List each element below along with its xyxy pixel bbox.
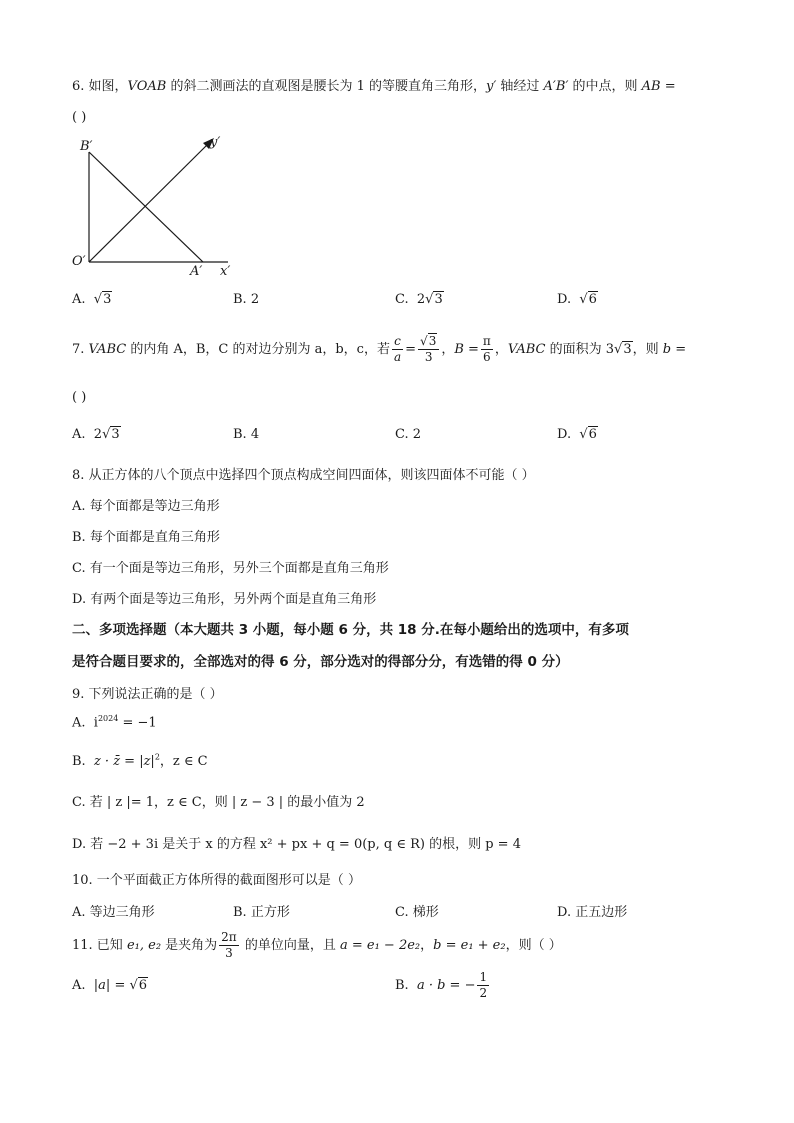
frac-num: 2π (221, 930, 237, 944)
q11-stem-c: 的单位向量，且 (240, 938, 340, 953)
q7-stem-a: 7. (72, 342, 89, 357)
opt-text: 2 (250, 292, 260, 307)
q10-option-a: A. 等边三角形 (72, 905, 155, 920)
opt-expr: |a| = (93, 978, 130, 993)
opt-label: C. (395, 427, 409, 442)
frac-num: √3 (418, 334, 439, 350)
q11-stem-d: ，则（ ） (505, 938, 562, 953)
opt-expr: z · z̄ = |z| (93, 754, 155, 769)
q7-stem-b: 的内角 A，B，C 的对边分别为 a，b，c，若 (126, 342, 390, 357)
q6-option-d (557, 292, 598, 307)
frac-den: 3 (424, 350, 433, 364)
fig-label-x: x′ (220, 264, 231, 279)
q6-ab: AB = (641, 79, 676, 94)
frac-c-a (392, 334, 403, 365)
coef: 2 (93, 427, 103, 442)
opt-text: 4 (250, 427, 260, 442)
frac-num: π (482, 334, 491, 348)
q8-option-a: A. 每个面都是等边三角形 (72, 499, 220, 514)
frac-num: c (392, 334, 403, 350)
radicand: 3 (428, 334, 437, 348)
q7-option-d (557, 427, 598, 442)
q7-b-lower: b = (662, 342, 687, 357)
frac-den: 3 (225, 946, 233, 960)
q6-stem-d: 的中点，则 (568, 79, 642, 94)
q6-stem-c: 轴经过 (496, 79, 544, 94)
q11-stem-b: 是夹角为 (161, 938, 218, 953)
exponent: 2 (154, 752, 160, 762)
eq: = (405, 342, 417, 357)
fig-label-o: O′ (72, 254, 86, 269)
opt-label: D. (557, 292, 572, 307)
fig-label-a: A′ (190, 264, 203, 279)
opt-label: C. (395, 292, 409, 307)
q6-segment: A′B′ (543, 79, 569, 94)
q6-option-b (233, 292, 259, 307)
opt-label: B. (395, 978, 409, 993)
opt-label: A. (72, 715, 86, 731)
opt-rest: = −1 (118, 715, 157, 731)
frac-sqrt3-3 (418, 334, 439, 365)
opt-label: B. (233, 292, 247, 307)
frac-den: 2 (479, 986, 488, 1000)
comma: ， (441, 342, 455, 357)
q6-triangle: VOAB (127, 79, 167, 94)
opt-label: D. (557, 427, 572, 442)
sqrt: √3 (102, 427, 120, 442)
q7-triangle: VABC (88, 342, 127, 357)
q7-option-c (395, 427, 421, 442)
fig-label-b: B′ (80, 139, 93, 154)
coef: 2 (416, 292, 426, 307)
exponent: 2024 (97, 714, 119, 723)
q6-stem (72, 75, 676, 94)
radicand: 3 (103, 292, 112, 307)
q7-paren: ( ) (72, 390, 87, 405)
radicand: 3 (111, 427, 120, 442)
section2-heading-line1: 二、多项选择题（本大题共 3 小题，每小题 6 分，共 18 分.在每小题给出的选项中，有多项 (72, 622, 629, 638)
q11-option-a (72, 978, 148, 993)
opt-label: B. (233, 427, 247, 442)
q7-stem-c: ， (494, 342, 508, 357)
q11-b-def: b = e₁ + e₂ (433, 938, 506, 953)
q11-a-def: a = e₁ − 2e₂ (339, 938, 421, 953)
q6-paren: ( ) (72, 110, 87, 125)
opt-label: A. (72, 427, 86, 442)
section2-heading-line2: 是符合题目要求的，全部选对的得 6 分，部分选对的得部分分，有选错的得 0 分） (72, 654, 569, 670)
q9-option-d: D. 若 −2 + 3i 是关于 x 的方程 x² + px + q = 0(p, q ∈ R) 的根，则 p = 4 (72, 837, 521, 852)
sqrt: √6 (129, 978, 148, 993)
sep: ， (420, 938, 434, 953)
opt-label: A. (72, 292, 86, 307)
sqrt: √3 (425, 292, 443, 307)
fig-y-axis (89, 142, 210, 262)
q10-option-d: D. 正五边形 (557, 905, 628, 920)
q8-stem: 8. 从正方体的八个顶点中选择四个顶点构成空间四面体，则该四面体不可能（ ） (72, 468, 535, 483)
q7-b-eq: B = (454, 342, 479, 357)
radicand: 6 (588, 427, 597, 442)
q6-option-a (72, 292, 112, 307)
q10-option-c: C. 梯形 (395, 905, 439, 920)
q6-figure (70, 132, 250, 282)
q9-stem: 9. 下列说法正确的是（ ） (72, 687, 223, 702)
q11-vectors: e₁, e₂ (126, 938, 162, 953)
q10-stem: 10. 一个平面截正方体所得的截面图形可以是（ ） (72, 873, 361, 888)
q6-option-c (395, 292, 444, 307)
opt-label: B. (72, 754, 86, 769)
fig-label-y: y′ (210, 135, 221, 150)
opt-rest: ，z ∈ C (159, 754, 208, 769)
opt-label: A. (72, 978, 86, 993)
radicand: 3 (623, 342, 632, 357)
q10-option-b: B. 正方形 (233, 905, 290, 920)
q8-option-b: B. 每个面都是直角三角形 (72, 530, 220, 545)
frac-1-2 (477, 970, 489, 1001)
q11-stem (72, 930, 562, 961)
q9-option-a (72, 714, 157, 730)
imag-unit: i (93, 715, 98, 731)
sqrt: √6 (579, 427, 597, 442)
radicand: 3 (434, 292, 443, 307)
q7-stem-e: ，则 (632, 342, 663, 357)
q8-option-c: C. 有一个面是等边三角形，另外三个面都是直角三角形 (72, 561, 389, 576)
frac-num: 1 (479, 970, 488, 984)
q6-stem-a: 6. 如图， (72, 79, 128, 94)
q7-option-b (233, 427, 259, 442)
frac-den: 6 (483, 350, 491, 364)
sqrt: √3 (93, 292, 112, 307)
coef: 3 (605, 342, 615, 357)
q9-option-c: C. 若 | z |= 1，z ∈ C，则 | z − 3 | 的最小值为 2 (72, 795, 365, 810)
q6-stem-b: 的斜二测画法的直观图是腰长为 1 的等腰直角三角形， (166, 79, 486, 94)
opt-text: 2 (412, 427, 422, 442)
q7-option-a (72, 427, 121, 442)
radicand: 6 (588, 292, 597, 307)
q7-stem-d: 的面积为 (545, 342, 606, 357)
frac-den: a (393, 350, 402, 364)
q11-option-b (395, 970, 491, 1001)
opt-expr: a · b = − (416, 978, 476, 993)
q7-stem (72, 334, 686, 365)
q7-triangle-2: VABC (507, 342, 546, 357)
radicand: 6 (138, 978, 148, 993)
frac-pi-6 (481, 334, 493, 365)
q6-y-axis: y′ (485, 79, 497, 94)
q8-option-d: D. 有两个面是等边三角形，另外两个面是直角三角形 (72, 592, 377, 607)
sqrt: √3 (614, 342, 632, 357)
q11-stem-a: 11. 已知 (72, 938, 127, 953)
frac-2pi-3 (219, 930, 239, 961)
q9-option-b (72, 750, 208, 769)
sqrt: √6 (579, 292, 597, 307)
